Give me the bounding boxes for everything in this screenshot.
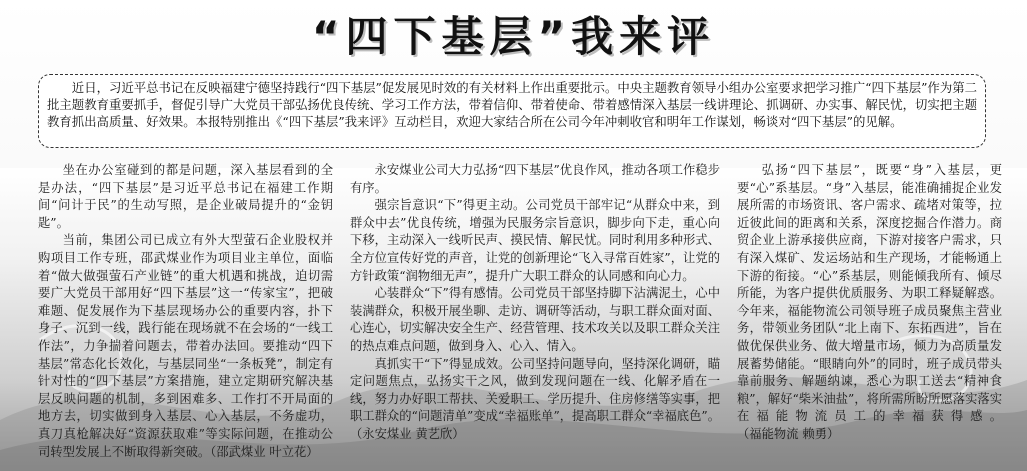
column-2-byline: （永安煤业 黄艺欣）: [350, 426, 465, 441]
article-column-2: [350, 162, 720, 444]
column-2-paragraph: 强宗旨意识“下”得更主动。公司党员干部牢记“从群众中来，到群众中去”优良传统，增强为民服务宗旨意识，脚步向下走，重心向下移，主动深入一线听民声、摸民情、解民忧。同时利用多种形式、全方位宣传好党的声音，让党的创新理论“飞入寻常百姓家”，让党的方针政策“润物细无声”，提升广大职工群众的认同感和向心力。: [350, 198, 720, 283]
column-3-paragraph-text: 弘扬“四下基层”，既要“身”入基层，更要“心”系基层。“身”入基层，能准确捕捉企业发展所需的市场资讯、客户需求、疏堵对策等，拉近彼此间的距离和关系，深度挖掘合作潜力。商贸企业上游承接供应商，下游对接客户需求，只有深入煤矿、发运场站和生产现场，才能畅通上下游的衔接。“心”系基层，则能倾我所有、倾尽所能，为客户提供优质服务、为职工释疑解惑。今年来，福能物流公司领导班子成员聚焦主营业务，带领业务团队“北上南下、东拓西进”，旨在做优保供业务、做大增量市场，倾力为高质量发展蓄势储能。“眼睛向外”的同时，班子成员带头靠前服务、解题纳谏，悉心为职工送去“精神食粮”，解好“柴米油盐”，将所需所盼所愿落实落实在福能物流员工的幸福获得感。: [737, 163, 1002, 424]
column-2-paragraph: 永安煤业公司大力弘扬“四下基层”优良作风，推动各项工作稳步有序。: [350, 163, 720, 195]
column-1-byline: （邵武煤业 叶立花）: [210, 444, 319, 459]
intro-box: [38, 74, 986, 148]
column-2-paragraph: [350, 356, 720, 444]
article-column-1: [38, 162, 333, 461]
column-1-paragraph-text: 当前，集团公司已成立有外大型萤石企业股权并购项目工作专班，邵武煤业作为项目业主单位，面临着“做大做强萤石产业链”的重大机遇和挑战，迫切需要广大党员干部用好“四下基层”这一“传家宝”，把破难题、促发展作为下基层现场办公的重要内容，扑下身子、沉到一线，践行能在现场就不在会场的“一线工作法”，力争揣着问题去，带着办法回。要推动“四下基层”常态化长效化，与基层同坐“一条板凳”，制定有针对性的“四下基层”方案措施，建立定期研究解决基层反映问题的机制，多到困难多、工作打不开局面的地方去，切实做到身入基层、心入基层，不务虚功，真刀真枪解决好“资源获取难”等实际问题，在推动公司转型发展上不断取得新突破。: [38, 233, 333, 459]
column-1-paragraph: [38, 232, 333, 461]
column-3-byline: （福能物流 赖勇）: [737, 426, 840, 441]
title-area: [0, 8, 1027, 66]
article-column-3: [737, 162, 1002, 444]
column-2-paragraph: 心装群众“下”得有感情。公司党员干部坚持脚下沾满泥土，心中装满群众，积极开展坐聊、走访、调研等活动，与职工群众面对面、心连心，切实解决安全生产、经营管理、技术攻关以及职工群众关注的热点难点问题，做到身入、心入、情入。: [350, 286, 720, 353]
intro-text: 近日，习近平总书记在反映福建宁德坚持践行“四下基层”促发展见时效的有关材料上作出重要批示。中央主题教育领导小组办公室要求把学习推广“四下基层”作为第二批主题教育重要抓手，督促引导广大党员干部弘扬优良传统、学习工作方法，带着信仰、带着使命、带着感情深入基层一线讲理论、抓调研、办实事、解民忧，切实把主题教育抓出高质量、好效果。本报特别推出《“四下基层”我来评》互动栏目，欢迎大家结合所在公司今年冲刺收官和明年工作谋划，畅谈对“四下基层”的见解。: [47, 80, 977, 129]
column-2-paragraph-text: 真抓实干“下”得显成效。公司坚持问题导向，坚持深化调研，瞄定问题焦点，弘扬实干之风，做到发现问题在一线、化解矛盾在一线，努力办好职工帮扶、关爱职工、学历提升、住房修缮等实事，把职工群众的“问题清单”变成“幸福账单”，提高职工群众“幸福底色”。: [350, 356, 720, 424]
column-3-paragraph: [737, 162, 1002, 444]
page-title: “四下基层”我来评: [311, 12, 716, 61]
column-1-paragraph: 坐在办公室碰到的都是问题，深入基层看到的全是办法，“四下基层”是习近平总书记在福建工作期间“问计于民”的生动写照，是企业破局提升的“金钥匙”。: [38, 163, 333, 230]
